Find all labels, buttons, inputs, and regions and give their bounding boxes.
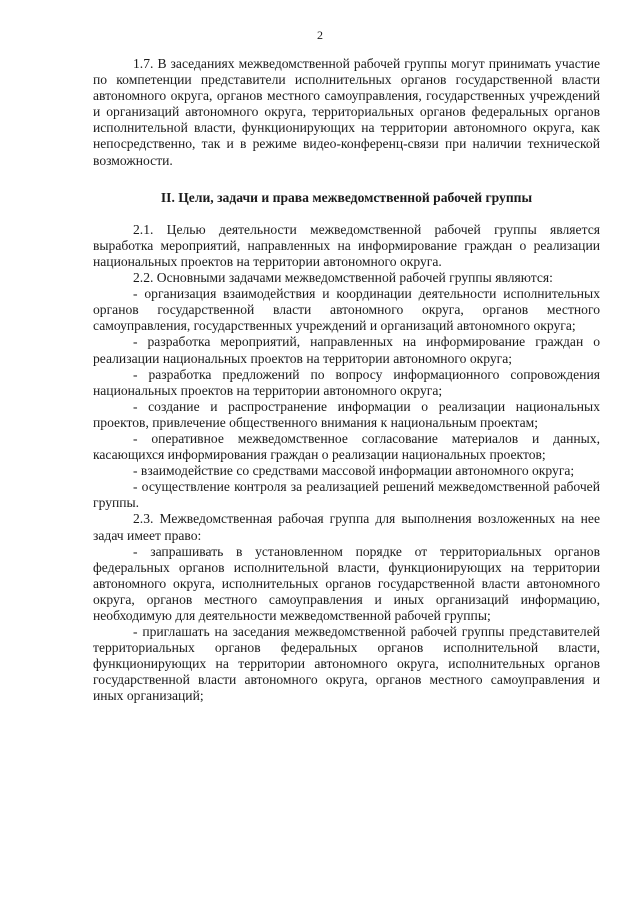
list-item: - организация взаимодействия и координации деятельности исполнительных органов государственной власти автономного округа, органов местного самоуправления, государственных учреждений и организаций автономного округа; — [93, 286, 600, 334]
paragraph-2-2: 2.2. Основными задачами межведомственной рабочей группы являются: — [133, 270, 553, 286]
page-number: 2 — [317, 28, 323, 42]
paragraph-2-3: 2.3. Межведомственная рабочая группа для выполнения возложенных на нее задач имеет право: — [93, 511, 600, 543]
list-item: - оперативное межведомственное согласование материалов и данных, касающихся информирования граждан о реализации национальных проектов; — [93, 430, 600, 463]
list-item: - осуществление контроля за реализацией решений межведомственной рабочей группы. — [93, 479, 600, 511]
paragraph-1-7: 1.7. В заседаниях межведомственной рабочей группы могут принимать участие по компетенции представители исполнительных органов государственной власти автономного округа, органов местного самоуправления, государственных учреждений и организаций автономного округа, территориальных органов федеральных органов исполнительной власти, функционирующих на территории автономного округа, как непосредственно, так и в режиме видео-конференц-связи при наличии технической возможности. — [93, 56, 600, 168]
list-item: - взаимодействие со средствами массовой информации автономного округа; — [133, 463, 575, 479]
document-body — [93, 56, 600, 705]
list-item: - создание и распространение информации о реализации национальных проектов, привлечение общественного внимания к национальным проектам; — [93, 398, 600, 430]
section-heading: II. Цели, задачи и права межведомственной рабочей группы — [160, 189, 533, 205]
list-item: - разработка предложений по вопросу информационного сопровождения национальных проектов на территории автономного округа; — [93, 366, 600, 398]
list-item: - разработка мероприятий, направленных на информирование граждан о реализации национальных проектов на территории автономного округа; — [93, 334, 600, 366]
list-item: - приглашать на заседания межведомственной рабочей группы представителей территориальных органов федеральных органов исполнительной власти, функционирующих на территории автономного округа, исполнительных органов государственной власти автономного округа, органов местного самоуправления и иных организаций; — [93, 624, 600, 704]
list-item: - запрашивать в установленном порядке от территориальных органов федеральных органов исполнительной власти, функционирующих на территории автономного округа, исполнительных органов государственной власти автономного округа, органов местного самоуправления и иных организаций информацию, необходимую для деятельности межведомственной рабочей группы; — [93, 543, 600, 623]
paragraph-2-1: 2.1. Целью деятельности межведомственной рабочей группы является выработка мероприятий, направленных на информирование граждан о реализации национальных проектов на территории автономного округа. — [93, 221, 600, 269]
